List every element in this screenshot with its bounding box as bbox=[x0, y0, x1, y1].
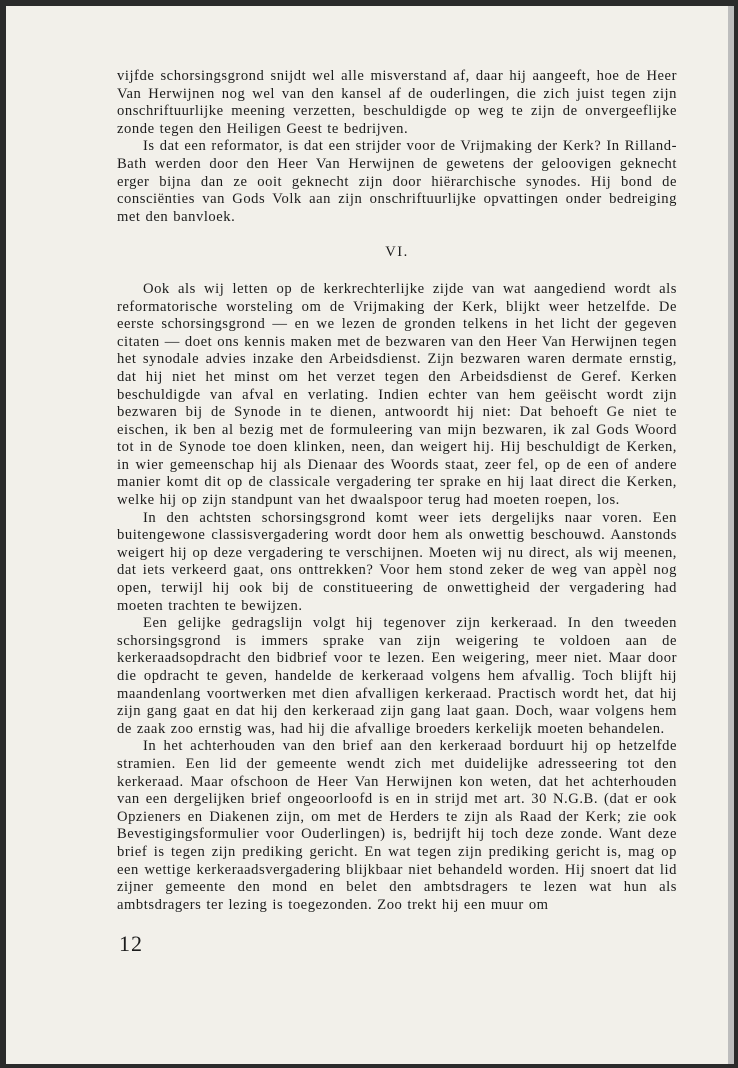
paragraph: Ook als wij letten op de kerkrechterlijke zijde van wat aangediend wordt als reformatorische worsteling om de Vrijmaking der Kerk, blijkt weer hetzelfde. De eerste schorsingsgrond — en we lezen de gronden telkens in het licht der gegeven citaten — doet ons kennis maken met de bezwaren van den Heer Van Herwijnen tegen het synodale advies inzake den Arbeidsdienst. Zijn bezwaren waren dermate ernstig, dat hij niet het minst om het verzet tegen den Arbeidsdienst de Geref. Kerken beschuldigde van afval en verlating. Indien echter van hem geëischt wordt zijn bezwaren bij de Synode in te dienen, antwoordt hij niet: Dat behoeft Ge niet te eischen, ik ben al bezig met de formuleering van mijn bezwaren, ik zal Gods Woord tot in de Synode toe doen klinken, neen, dan weigert hij. Hij beschuldigt de Kerken, in wier gemeenschap hij als Dienaar des Woords staat, zeer fel, op de een of andere manier komt dit op de classicale vergadering ter sprake en hij laat direct die Kerken, welke hij op zijn standpunt van het dwaalspoor terug had moeten roepen, los. bbox=[117, 280, 677, 509]
paragraph: vijfde schorsingsgrond snijdt wel alle misverstand af, daar hij aangeeft, hoe de Heer Van Herwijnen nog wel van den kansel af de ouderlingen, die zich juist tegen zijn onschriftuurlijke meening verzetten, beschuldigde op weg te zijn de onvergeeflijke zonde tegen den Heiligen Geest te bedrijven. bbox=[117, 68, 677, 137]
page-number: 12 bbox=[119, 931, 143, 956]
section-heading: VI. bbox=[385, 244, 409, 261]
paragraph: Is dat een reformator, is dat een strijder voor de Vrijmaking der Kerk? In Rilland-Bath werden door den Heer Van Herwijnen de gewetens der geloovigen geknecht erger bijna dan ze ooit geknecht zijn door hiërarchische synodes. Hij bond de consciënties van Gods Volk aan zijn onschriftuurlijke opvattingen onder bedreiging met den banvloek. bbox=[117, 138, 677, 225]
paragraph: In den achtsten schorsingsgrond komt weer iets dergelijks naar voren. Een buitengewone classisvergadering wordt door hem als onwettig beschouwd. Aanstonds weigert hij op deze vergadering te verschijnen. Moeten wij nu direct, als wij meenen, dat iets verkeerd gaat, ons onttrekken? Voor hem stond zeker de weg van appèl nog open, terwijl hij ook bij de constitueering de onwettigheid der vergadering had moeten trachten te bewijzen. bbox=[117, 509, 677, 614]
body-text bbox=[117, 68, 677, 914]
paragraph: In het achterhouden van den brief aan den kerkeraad borduurt hij op hetzelfde stramien. Een lid der gemeente wendt zich met duidelijke adresseering tot den kerkeraad. Maar ofschoon de Heer Van Herwijnen kon weten, dat het achterhouden van een dergelijken brief ongeoorloofd is en in strijd met art. 30 N.G.B. (dat er ook Opzieners en Diakenen zijn, om met de Herders te zijn als Raad der Kerk; zie ook Bevestigingsformulier voor Ouderlingen) is, bedrijft hij toch deze zonde. Want deze brief is tegen zijn prediking gericht. En wat tegen zijn prediking gericht is, mag op een wettige kerkeraadsvergadering blijkbaar niet behandeld worden. Hij snoert dat lid zijner gemeente den mond en belet den ambtsdragers te lezen wat hun als ambtsdragers ter lezing is toegezonden. Zoo trekt hij een muur om bbox=[117, 738, 677, 913]
paragraph: Een gelijke gedragslijn volgt hij tegenover zijn kerkeraad. In den tweeden schorsingsgrond is immers sprake van zijn weigering te voldoen aan de kerkeraadsopdracht den bidbrief voor te lezen. Een weigering, meer niet. Maar door die opdracht te geven, handelde de kerkeraad volgens hem afvallig. Toch blijft hij maandenlang voortwerken met dien afvalligen kerkeraad. Practisch wordt het, dat hij zijn gang gaat en dat hij den kerkeraad zijn gang laat gaan. Doch, waar volgens hem de zaak zoo ernstig was, had hij die afvallige broeders kerkelijk moeten behandelen. bbox=[117, 615, 677, 737]
book-page bbox=[6, 6, 734, 1064]
